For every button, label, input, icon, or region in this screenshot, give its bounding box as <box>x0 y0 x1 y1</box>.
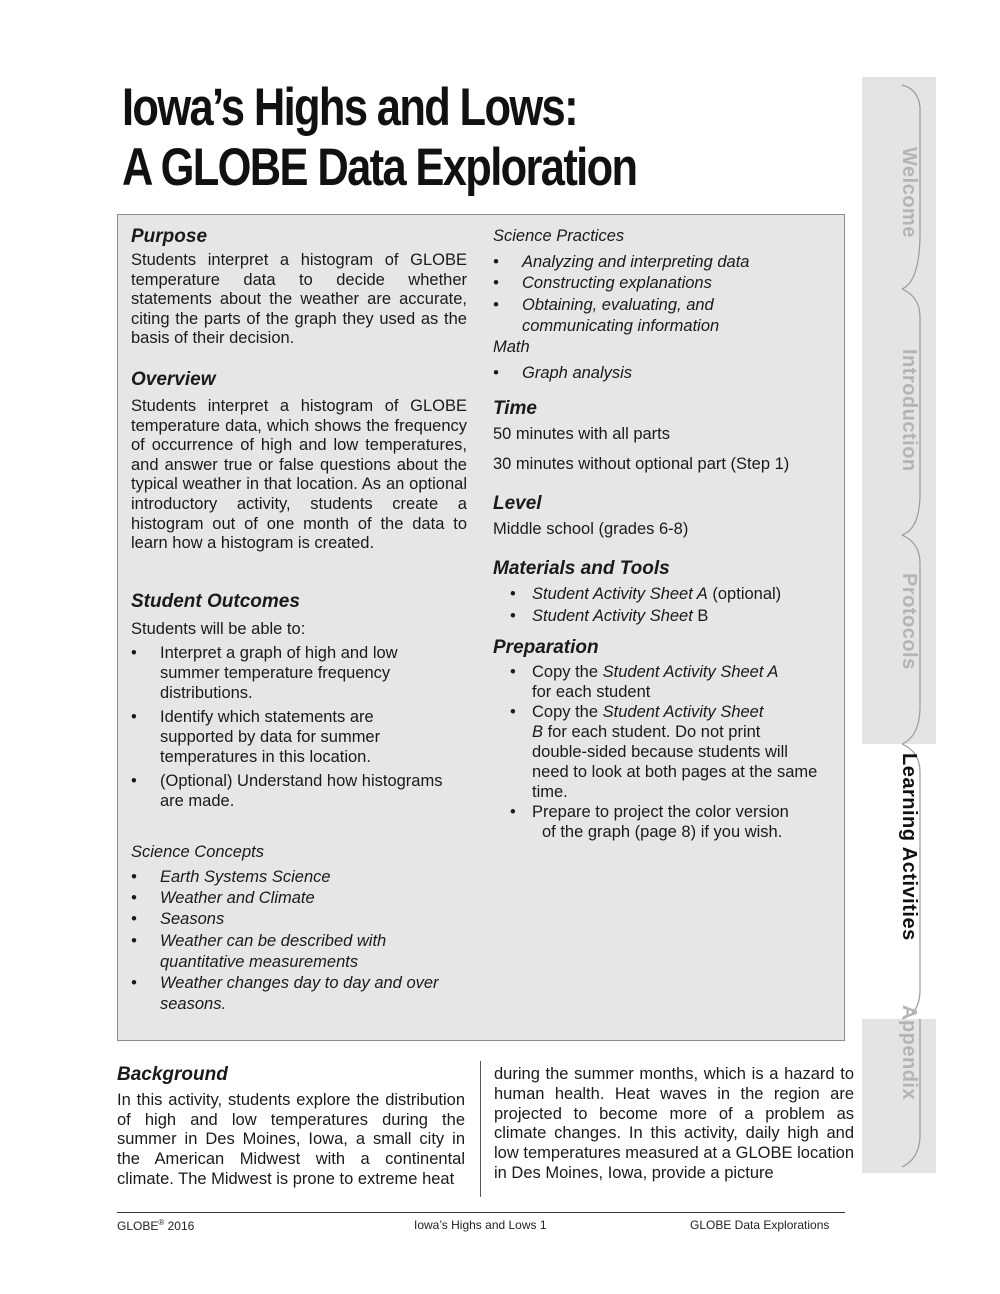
footer-page-label: Iowa’s Highs and Lows 1 <box>414 1218 547 1232</box>
student-outcomes-list <box>131 643 451 811</box>
list-item: • Constructing explanations <box>493 274 712 293</box>
title-line-1: Iowa’s Highs and Lows: <box>122 78 577 137</box>
list-item: • Prepare to project the color version of the graph (page 8) if you wish. <box>510 803 789 841</box>
math-list <box>493 363 813 383</box>
overview-text: Students interpret a histogram of GLOBE temperature data, which shows the frequency of occurrence of high and low temperatures, and answer true or false questions about the typical weather in that location. As an optional introductory activity, students create a histogram out of one month of the data to learn how a histogram is created. <box>131 397 467 553</box>
list-item: • Earth Systems Science <box>131 868 331 886</box>
list-item: • Student Activity Sheet A (optional) <box>510 585 782 603</box>
preparation-list <box>510 662 830 842</box>
list-item: • Copy the Student Activity Sheet B for each student. Do not print double-sided because students will need to look at both pages at the same time. <box>510 703 818 801</box>
list-item: • Seasons <box>131 910 225 929</box>
science-concepts-heading: Science Concepts <box>131 843 264 861</box>
list-item: • Analyzing and interpreting data <box>493 253 750 271</box>
level-heading: Level <box>493 493 542 514</box>
background-heading: Background <box>117 1064 228 1085</box>
science-concepts-list <box>131 867 471 1015</box>
list-item: • Obtaining, evaluating, and communicating information <box>493 295 720 335</box>
materials-list <box>510 584 830 627</box>
list-item: • Copy the Student Activity Sheet A for each student <box>510 663 779 701</box>
title-line-2: A GLOBE Data Exploration <box>122 138 637 197</box>
tab-appendix[interactable]: Appendix <box>898 1005 920 1101</box>
science-practices-list <box>493 252 813 337</box>
list-item: • Weather can be described with quantitative measurements <box>131 931 387 971</box>
list-item: • (Optional) Understand how histograms are made. <box>131 772 443 810</box>
footer-left: GLOBE® 2016 <box>117 1218 195 1233</box>
time-line-1: 50 minutes with all parts <box>493 425 670 443</box>
background-text-left: In this activity, students explore the distribution of high and low temperatures during the summer in Des Moines, Iowa, a small city in the American Midwest with a continental climate. The Midwest is prone to extreme heat <box>117 1091 465 1188</box>
student-outcomes-heading: Student Outcomes <box>131 591 300 612</box>
tab-introduction[interactable]: Introduction <box>898 349 920 472</box>
level-text: Middle school (grades 6-8) <box>493 520 689 538</box>
list-item: • Weather changes day to day and over seasons. <box>131 974 439 1014</box>
tab-protocols[interactable]: Protocols <box>898 573 920 670</box>
summary-box <box>117 214 845 1041</box>
section-tabs <box>862 77 936 1173</box>
purpose-text: Students interpret a histogram of GLOBE temperature data to decide whether statements about the weather are accurate, citing the parts of the graph they used as the basis of their decision. <box>131 251 467 348</box>
footer-rule <box>117 1212 845 1213</box>
preparation-heading: Preparation <box>493 637 599 658</box>
background-right-column <box>494 1065 854 1184</box>
tab-welcome[interactable]: Welcome <box>898 147 920 238</box>
column-divider <box>480 1061 481 1197</box>
science-practices-heading: Science Practices <box>493 227 625 245</box>
tab-learning-activities[interactable]: Learning Activities <box>898 753 920 941</box>
page-title <box>122 78 696 198</box>
footer-right: GLOBE Data Explorations <box>690 1218 830 1232</box>
list-item: • Identify which statements are supported by data for summer temperatures in this location. <box>131 708 381 766</box>
purpose-heading: Purpose <box>131 226 208 247</box>
list-item: • Graph analysis <box>493 364 633 382</box>
math-heading: Math <box>493 338 530 356</box>
time-line-2: 30 minutes without optional part (Step 1) <box>493 455 790 473</box>
background-text-right: during the summer months, which is a hazard to human health. Heat waves in the region are projected to become more of a problem as climate changes. In this activity, daily high and low temperatures measured at a GLOBE location in Des Moines, Iowa, provide a picture <box>494 1065 854 1182</box>
overview-heading: Overview <box>131 369 216 390</box>
student-outcomes-intro: Students will be able to: <box>131 620 306 638</box>
list-item: • Student Activity Sheet B <box>510 606 709 625</box>
materials-heading: Materials and Tools <box>493 558 670 579</box>
list-item: • Weather and Climate <box>131 889 315 908</box>
time-heading: Time <box>493 398 538 419</box>
list-item: • Interpret a graph of high and low summer temperature frequency distributions. <box>131 644 398 702</box>
background-left-column <box>117 1064 465 1190</box>
